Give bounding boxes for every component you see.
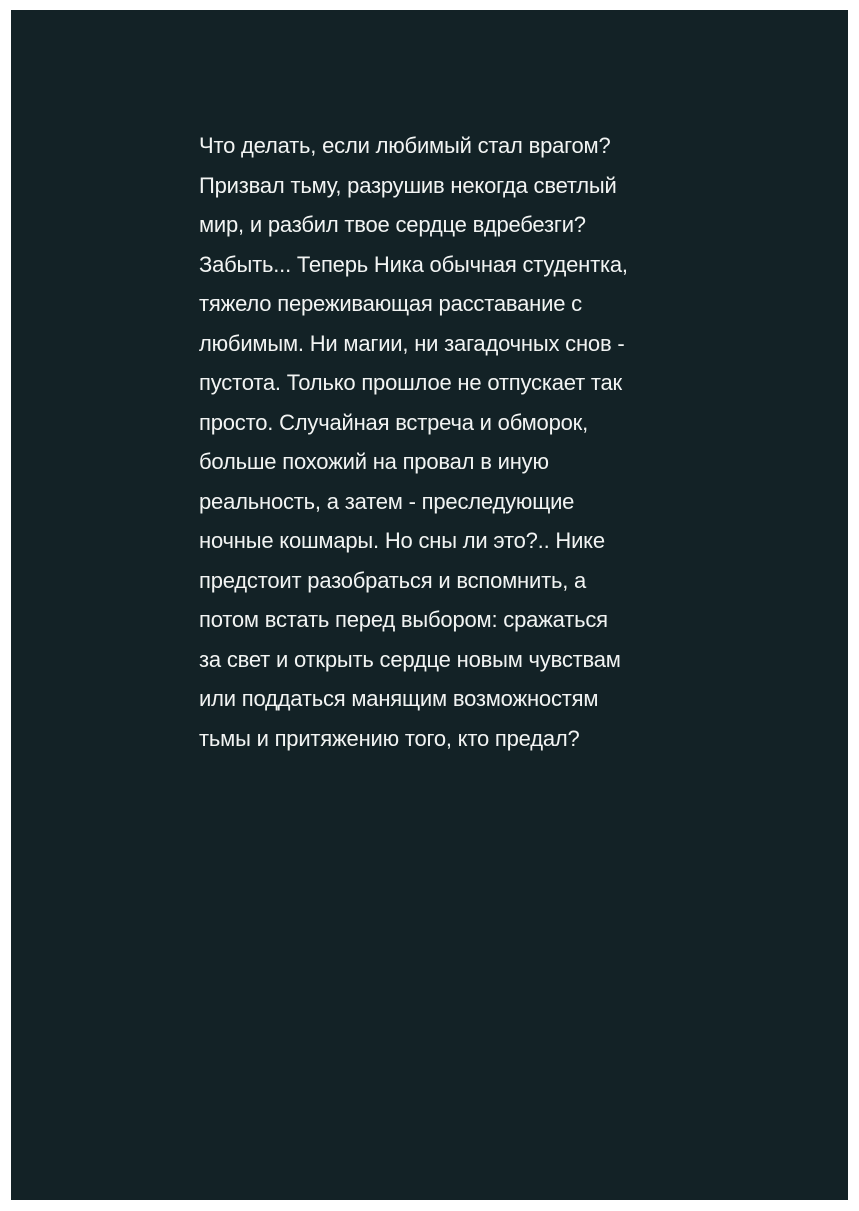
blurb-line: любимым. Ни магии, ни загадочных снов - (199, 330, 625, 356)
blurb-line: пустота. Только прошлое не отпускает так (199, 370, 622, 395)
blurb-text (199, 126, 679, 758)
blurb-line: Забыть... Теперь Ника обычная студентка, (199, 251, 628, 277)
blurb-line: или поддаться манящим возможностям (199, 686, 599, 711)
blurb-line: за свет и открыть сердце новым чувствам (199, 646, 621, 672)
blurb-line: просто. Случайная встреча и обморок, (199, 409, 588, 435)
blurb-line: мир, и разбил твое сердце вдребезги? (199, 212, 586, 237)
blurb-line: больше похожий на провал в иную (199, 449, 549, 474)
blurb-line: ночные кошмары. Но сны ли это?.. Нике (199, 528, 605, 553)
back-cover (11, 10, 848, 1200)
blurb-line: потом встать перед выбором: сражаться (199, 607, 608, 632)
blurb-line: тяжело переживающая расставание с (199, 291, 582, 316)
blurb-line: тьмы и притяжению того, кто предал? (199, 725, 580, 751)
blurb-line: Что делать, если любимый стал врагом? (199, 133, 611, 158)
blurb-line: предстоит разобраться и вспомнить, а (199, 567, 587, 593)
blurb-line: Призвал тьму, разрушив некогда светлый (199, 172, 617, 198)
blurb-line: реальность, а затем - преследующие (199, 488, 575, 514)
